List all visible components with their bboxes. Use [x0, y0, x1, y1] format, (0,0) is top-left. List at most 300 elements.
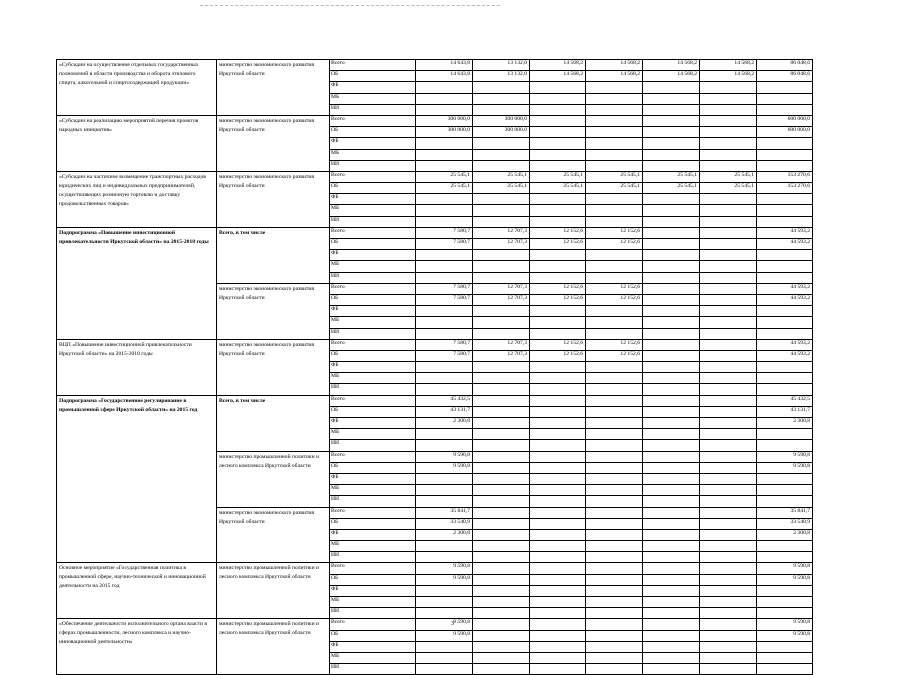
year-value-cell: [530, 261, 586, 272]
funding-source-cell: ФБ: [330, 362, 416, 373]
year-value-cell: [473, 160, 530, 171]
year-value-cell: [643, 552, 700, 563]
year-value-cell: [700, 239, 757, 250]
year-value-cell: [586, 664, 643, 675]
year-value-cell: [586, 652, 643, 663]
total-cell: 44 593,2: [757, 294, 813, 305]
year-value-cell: [586, 485, 643, 496]
total-cell: [757, 216, 813, 227]
total-cell: [757, 104, 813, 115]
year-value-cell: [416, 328, 473, 339]
funding-source-cell: ОБ: [330, 630, 416, 641]
total-cell: [757, 373, 813, 384]
year-value-cell: [586, 127, 643, 138]
year-value-cell: [473, 362, 530, 373]
year-value-cell: [700, 496, 757, 507]
funding-source-cell: МБ: [330, 597, 416, 608]
year-value-cell: [643, 250, 700, 261]
funding-source-cell: МБ: [330, 373, 416, 384]
total-cell: 35 841,7: [757, 507, 813, 518]
year-value-cell: [700, 384, 757, 395]
year-value-cell: [473, 485, 530, 496]
executor-cell: министерство промышленной политики и лесного комплекса Иркутской области: [217, 451, 330, 507]
year-value-cell: [700, 597, 757, 608]
total-cell: [757, 496, 813, 507]
year-value-cell: [473, 395, 530, 406]
funding-source-cell: МБ: [330, 149, 416, 160]
total-cell: 86 048,6: [757, 60, 813, 71]
year-value-cell: [530, 216, 586, 227]
year-value-cell: [530, 552, 586, 563]
executor-cell: министерство экономического развития Иркутской области: [217, 507, 330, 563]
year-value-cell: [586, 529, 643, 540]
year-value-cell: [643, 664, 700, 675]
funding-source-cell: ФБ: [330, 418, 416, 429]
year-value-cell: 12 152,6: [530, 283, 586, 294]
year-value-cell: [416, 306, 473, 317]
year-value-cell: [586, 608, 643, 619]
year-value-cell: [416, 585, 473, 596]
year-value-cell: [530, 160, 586, 171]
funding-source-cell: Всего: [330, 115, 416, 126]
funding-source-cell: Всего: [330, 395, 416, 406]
year-value-cell: [586, 373, 643, 384]
year-value-cell: [530, 597, 586, 608]
year-value-cell: [473, 93, 530, 104]
year-value-cell: [586, 641, 643, 652]
year-value-cell: [530, 328, 586, 339]
year-value-cell: [700, 328, 757, 339]
year-value-cell: [700, 473, 757, 484]
year-value-cell: [473, 194, 530, 205]
total-cell: [757, 205, 813, 216]
year-value-cell: 7 580,7: [416, 350, 473, 361]
year-value-cell: 25 545,1: [473, 183, 530, 194]
year-value-cell: [643, 608, 700, 619]
year-value-cell: [700, 283, 757, 294]
year-value-cell: [530, 250, 586, 261]
year-value-cell: [586, 563, 643, 574]
year-value-cell: 12 707,3: [473, 294, 530, 305]
executor-cell: министерство экономического развития Иркутской области: [217, 283, 330, 339]
year-value-cell: [700, 205, 757, 216]
year-value-cell: [643, 529, 700, 540]
year-value-cell: [586, 597, 643, 608]
year-value-cell: [700, 317, 757, 328]
year-value-cell: 14 568,2: [586, 60, 643, 71]
funding-source-cell: ИИ: [330, 664, 416, 675]
total-cell: 33 540,9: [757, 518, 813, 529]
year-value-cell: [643, 597, 700, 608]
year-value-cell: [586, 552, 643, 563]
funding-source-cell: Всего: [330, 451, 416, 462]
year-value-cell: 12 152,6: [530, 227, 586, 238]
budget-table: [56, 59, 813, 675]
funding-source-cell: ОБ: [330, 350, 416, 361]
year-value-cell: 14 568,2: [530, 60, 586, 71]
program-name-cell: «Обеспечение деятельности исполнительного органа власти в сферах промышленности, лесного комплекса и научно-инновационной деятельности»: [57, 619, 217, 675]
funding-source-cell: Всего: [330, 339, 416, 350]
funding-source-cell: ОБ: [330, 127, 416, 138]
year-value-cell: 12 152,6: [586, 294, 643, 305]
year-value-cell: [473, 597, 530, 608]
year-value-cell: 300 000,0: [416, 115, 473, 126]
year-value-cell: [643, 272, 700, 283]
year-value-cell: 25 545,1: [700, 183, 757, 194]
total-cell: [757, 362, 813, 373]
total-cell: 153 270,6: [757, 183, 813, 194]
year-value-cell: [473, 216, 530, 227]
year-value-cell: [643, 574, 700, 585]
total-cell: 44 593,2: [757, 239, 813, 250]
year-value-cell: [643, 115, 700, 126]
year-value-cell: [473, 462, 530, 473]
total-cell: [757, 597, 813, 608]
year-value-cell: [473, 664, 530, 675]
year-value-cell: [643, 160, 700, 171]
total-cell: 9 590,8: [757, 630, 813, 641]
year-value-cell: [416, 608, 473, 619]
year-value-cell: [586, 507, 643, 518]
total-cell: [757, 429, 813, 440]
year-value-cell: [416, 250, 473, 261]
year-value-cell: [643, 104, 700, 115]
year-value-cell: [586, 104, 643, 115]
total-cell: [757, 473, 813, 484]
year-value-cell: [643, 373, 700, 384]
year-value-cell: [530, 585, 586, 596]
year-value-cell: [586, 585, 643, 596]
year-value-cell: [700, 563, 757, 574]
year-value-cell: [416, 384, 473, 395]
year-value-cell: 14 568,2: [700, 60, 757, 71]
total-cell: [757, 306, 813, 317]
program-name-cell: ВЦП «Повышение инвестиционной привлекательности Иркутской области» на 2015-2018 годы: [57, 339, 217, 395]
year-value-cell: [530, 664, 586, 675]
year-value-cell: [643, 328, 700, 339]
year-value-cell: 12 707,3: [473, 339, 530, 350]
year-value-cell: [643, 317, 700, 328]
year-value-cell: [586, 518, 643, 529]
total-cell: 44 593,2: [757, 339, 813, 350]
total-cell: 43 131,7: [757, 406, 813, 417]
year-value-cell: [530, 429, 586, 440]
year-value-cell: [643, 496, 700, 507]
program-name-cell: Подпрограмма «Повышение инвестиционной привлекательности Иркутской области» на 2015-2018 годы: [57, 227, 217, 339]
executor-cell: Всего, в том числе: [217, 227, 330, 283]
year-value-cell: [530, 518, 586, 529]
year-value-cell: [416, 194, 473, 205]
year-value-cell: [473, 261, 530, 272]
year-value-cell: 7 580,7: [416, 227, 473, 238]
year-value-cell: [586, 574, 643, 585]
year-value-cell: [700, 574, 757, 585]
year-value-cell: [530, 485, 586, 496]
year-value-cell: [700, 306, 757, 317]
year-value-cell: [416, 597, 473, 608]
funding-source-cell: ИИ: [330, 384, 416, 395]
funding-source-cell: ИИ: [330, 328, 416, 339]
year-value-cell: [416, 149, 473, 160]
total-cell: 9 590,8: [757, 451, 813, 462]
year-value-cell: [586, 362, 643, 373]
funding-source-cell: ФБ: [330, 138, 416, 149]
year-value-cell: [473, 518, 530, 529]
year-value-cell: [643, 473, 700, 484]
year-value-cell: [643, 93, 700, 104]
total-cell: [757, 652, 813, 663]
year-value-cell: [473, 429, 530, 440]
year-value-cell: 12 152,6: [586, 227, 643, 238]
program-name-cell: Подпрограмма «Государственное регулирование в промышленной сфере Иркутской области» на 2015 год: [57, 395, 217, 563]
year-value-cell: [473, 205, 530, 216]
year-value-cell: [416, 138, 473, 149]
year-value-cell: [530, 82, 586, 93]
year-value-cell: [643, 205, 700, 216]
page-number: 3: [451, 621, 454, 627]
funding-source-cell: МБ: [330, 205, 416, 216]
year-value-cell: [700, 216, 757, 227]
year-value-cell: [586, 149, 643, 160]
year-value-cell: [586, 138, 643, 149]
year-value-cell: [473, 473, 530, 484]
year-value-cell: [473, 529, 530, 540]
year-value-cell: 13 132,0: [473, 60, 530, 71]
year-value-cell: [416, 552, 473, 563]
funding-source-cell: МБ: [330, 485, 416, 496]
year-value-cell: [643, 261, 700, 272]
year-value-cell: [643, 138, 700, 149]
year-value-cell: [700, 339, 757, 350]
total-cell: [757, 384, 813, 395]
year-value-cell: [473, 563, 530, 574]
total-cell: [757, 149, 813, 160]
year-value-cell: 12 152,6: [530, 294, 586, 305]
executor-cell: министерство промышленной политики и лесного комплекса Иркутской области: [217, 563, 330, 619]
year-value-cell: [586, 473, 643, 484]
year-value-cell: [700, 608, 757, 619]
funding-source-cell: ИИ: [330, 496, 416, 507]
year-value-cell: 25 545,1: [700, 171, 757, 182]
funding-source-cell: ОБ: [330, 71, 416, 82]
year-value-cell: [700, 429, 757, 440]
year-value-cell: [643, 406, 700, 417]
year-value-cell: [700, 664, 757, 675]
year-value-cell: [700, 418, 757, 429]
year-value-cell: 25 545,1: [643, 183, 700, 194]
year-value-cell: [586, 541, 643, 552]
funding-source-cell: МБ: [330, 317, 416, 328]
year-value-cell: 33 540,9: [416, 518, 473, 529]
year-value-cell: [530, 496, 586, 507]
year-value-cell: [530, 104, 586, 115]
total-cell: [757, 608, 813, 619]
funding-source-cell: Всего: [330, 227, 416, 238]
year-value-cell: [530, 138, 586, 149]
year-value-cell: [416, 216, 473, 227]
year-value-cell: 9 590,8: [416, 563, 473, 574]
year-value-cell: [416, 160, 473, 171]
total-cell: [757, 160, 813, 171]
total-cell: 2 300,8: [757, 418, 813, 429]
year-value-cell: 12 152,6: [530, 239, 586, 250]
year-value-cell: [530, 93, 586, 104]
year-value-cell: [530, 451, 586, 462]
year-value-cell: [473, 652, 530, 663]
year-value-cell: [700, 160, 757, 171]
year-value-cell: 12 152,6: [586, 339, 643, 350]
year-value-cell: [586, 451, 643, 462]
year-value-cell: 13 132,0: [473, 71, 530, 82]
year-value-cell: [700, 462, 757, 473]
year-value-cell: [416, 205, 473, 216]
total-cell: [757, 585, 813, 596]
year-value-cell: [700, 194, 757, 205]
year-value-cell: [473, 104, 530, 115]
year-value-cell: [473, 306, 530, 317]
year-value-cell: 300 000,0: [473, 127, 530, 138]
total-cell: [757, 664, 813, 675]
year-value-cell: [473, 585, 530, 596]
year-value-cell: 7 580,7: [416, 294, 473, 305]
year-value-cell: 2 300,8: [416, 529, 473, 540]
year-value-cell: [586, 82, 643, 93]
year-value-cell: 14 643,8: [416, 60, 473, 71]
year-value-cell: [700, 227, 757, 238]
year-value-cell: [700, 529, 757, 540]
year-value-cell: [473, 250, 530, 261]
year-value-cell: [530, 641, 586, 652]
executor-cell: министерство промышленной политики и лесного комплекса Иркутской области: [217, 619, 330, 675]
year-value-cell: 9 590,8: [416, 630, 473, 641]
year-value-cell: [700, 440, 757, 451]
year-value-cell: [530, 574, 586, 585]
year-value-cell: [473, 608, 530, 619]
year-value-cell: [700, 104, 757, 115]
year-value-cell: 14 643,8: [416, 71, 473, 82]
year-value-cell: [586, 272, 643, 283]
year-value-cell: [643, 485, 700, 496]
year-value-cell: [643, 216, 700, 227]
year-value-cell: [473, 82, 530, 93]
year-value-cell: 7 580,7: [416, 339, 473, 350]
budget-table-body: [57, 60, 813, 675]
year-value-cell: [700, 272, 757, 283]
table-row: [57, 227, 813, 238]
year-value-cell: [700, 406, 757, 417]
year-value-cell: [473, 149, 530, 160]
year-value-cell: [530, 440, 586, 451]
funding-source-cell: Всего: [330, 171, 416, 182]
year-value-cell: [416, 82, 473, 93]
year-value-cell: 12 152,6: [586, 350, 643, 361]
funding-source-cell: ФБ: [330, 306, 416, 317]
total-cell: [757, 317, 813, 328]
year-value-cell: [473, 373, 530, 384]
year-value-cell: [586, 384, 643, 395]
year-value-cell: 9 590,8: [416, 574, 473, 585]
year-value-cell: [473, 641, 530, 652]
year-value-cell: 12 152,6: [586, 239, 643, 250]
year-value-cell: [700, 261, 757, 272]
funding-source-cell: ОБ: [330, 574, 416, 585]
year-value-cell: 14 568,2: [643, 60, 700, 71]
year-value-cell: 25 545,1: [473, 171, 530, 182]
year-value-cell: [473, 418, 530, 429]
year-value-cell: [530, 362, 586, 373]
year-value-cell: [473, 541, 530, 552]
year-value-cell: [530, 652, 586, 663]
year-value-cell: 12 707,3: [473, 239, 530, 250]
year-value-cell: 12 152,6: [530, 339, 586, 350]
year-value-cell: [586, 395, 643, 406]
year-value-cell: [700, 362, 757, 373]
total-cell: 86 048,6: [757, 71, 813, 82]
year-value-cell: [586, 216, 643, 227]
year-value-cell: [416, 373, 473, 384]
year-value-cell: 300 000,0: [416, 127, 473, 138]
year-value-cell: 25 545,1: [416, 171, 473, 182]
funding-source-cell: ОБ: [330, 462, 416, 473]
year-value-cell: 7 580,7: [416, 239, 473, 250]
year-value-cell: [586, 306, 643, 317]
year-value-cell: [700, 294, 757, 305]
total-cell: 44 593,2: [757, 227, 813, 238]
year-value-cell: [643, 82, 700, 93]
year-value-cell: [643, 362, 700, 373]
year-value-cell: [700, 82, 757, 93]
year-value-cell: [643, 429, 700, 440]
funding-source-cell: ИИ: [330, 272, 416, 283]
total-cell: 9 590,8: [757, 462, 813, 473]
year-value-cell: [530, 115, 586, 126]
total-cell: 600 000,0: [757, 115, 813, 126]
table-row: [57, 563, 813, 574]
executor-cell: министерство экономического развития Иркутской области: [217, 115, 330, 171]
executor-cell: министерство экономического развития Иркутской области: [217, 171, 330, 227]
total-cell: 45 432,5: [757, 395, 813, 406]
year-value-cell: 25 545,1: [416, 183, 473, 194]
year-value-cell: [473, 451, 530, 462]
funding-source-cell: ИИ: [330, 608, 416, 619]
program-name-cell: «Субсидии на осуществление отдельных государственных полномочий в области производства и оборота этилового спирта, алкогольной и спиртосодержащей продукции»: [57, 60, 217, 116]
year-value-cell: [643, 418, 700, 429]
total-cell: [757, 641, 813, 652]
year-value-cell: [530, 608, 586, 619]
year-value-cell: [700, 641, 757, 652]
funding-source-cell: ИИ: [330, 104, 416, 115]
year-value-cell: [643, 339, 700, 350]
funding-source-cell: ОБ: [330, 518, 416, 529]
year-value-cell: [700, 115, 757, 126]
year-value-cell: [643, 239, 700, 250]
funding-source-cell: ФБ: [330, 82, 416, 93]
year-value-cell: [643, 507, 700, 518]
funding-source-cell: Всего: [330, 507, 416, 518]
table-row: [57, 395, 813, 406]
year-value-cell: 14 568,2: [586, 71, 643, 82]
total-cell: [757, 250, 813, 261]
year-value-cell: [643, 395, 700, 406]
funding-source-cell: Всего: [330, 563, 416, 574]
year-value-cell: [586, 418, 643, 429]
year-value-cell: [473, 552, 530, 563]
year-value-cell: [643, 283, 700, 294]
program-name-cell: Основное мероприятие «Государственная политика в промышленной сфере, научно-технической и инновационной деятельности на 2015 год: [57, 563, 217, 619]
year-value-cell: [416, 317, 473, 328]
total-cell: [757, 485, 813, 496]
year-value-cell: [643, 384, 700, 395]
